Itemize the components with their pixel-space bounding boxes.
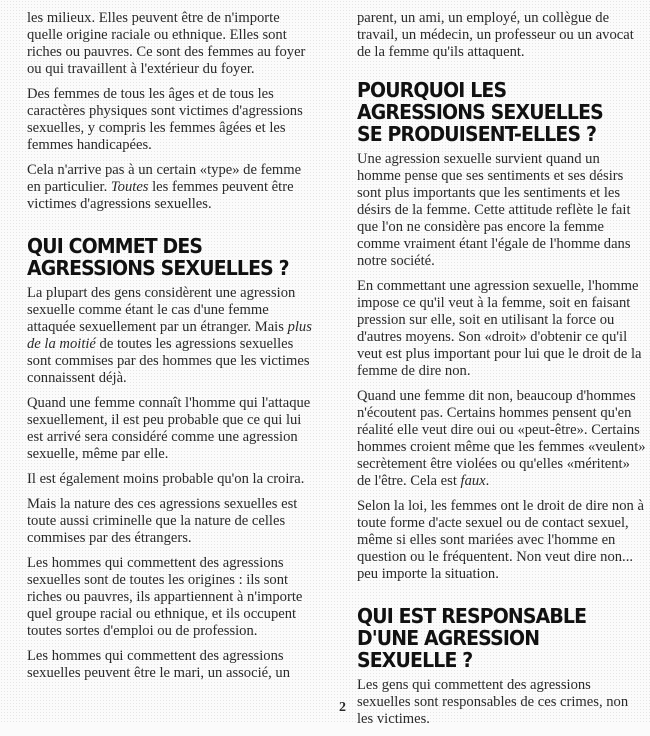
- left-column: [27, 10, 312, 690]
- section-heading-responsible: QUI EST RESPONSABLE D'UNE AGRESSION SEXUELLE ?: [357, 604, 587, 672]
- emphasis: plus de la moitié: [27, 319, 312, 352]
- text-run: La plupart des gens considèrent une agression sexuelle comme étant le cas d'une femme attaquée sexuellement par un étranger. Mais: [27, 285, 296, 335]
- emphasis: Toutes: [110, 179, 149, 195]
- paragraph: Selon la loi, les femmes ont le droit de dire non à toute forme d'acte sexuel ou de contact sexuel, même si elles sont mariées avec l'homme en question ou le fréquentent. Non veut dire non... peu importe la situation.: [357, 498, 644, 582]
- section-heading-who-commits: QUI COMMET DES AGRESSIONS SEXUELLES ?: [27, 234, 289, 280]
- paragraph: Les gens qui commettent des agressions sexuelles sont responsables de ces crimes, non les victimes.: [357, 677, 629, 727]
- paragraph: Quand une femme connaît l'homme qui l'attaque sexuellement, il est peu probable que ce qui lui est arrivé sera considéré comme une agression sexuelle, même par elle.: [27, 395, 311, 462]
- paragraph: Les hommes qui commettent des agressions sexuelles sont de toutes les origines : ils sont riches ou pauvres, ils appartiennent à n'importe quel groupe racial ou ethnique, et ils occupent toutes sortes d'emploi ou de profession.: [27, 555, 303, 639]
- right-column: [357, 10, 647, 736]
- paragraph: Il est également moins probable qu'on la croira.: [27, 471, 305, 487]
- text-run: Quand une femme dit non, beaucoup d'hommes n'écoutent pas. Certains hommes pensent qu'en réalité elle veut dire oui ou «peut-être». Certains hommes croient même que les femmes «veulent» secrètement être violées ou qu'elles «méritent» de l'être. Cela est: [357, 388, 646, 489]
- section-heading-why: POURQUOI LES AGRESSIONS SEXUELLES SE PRODUISENT-ELLES ?: [357, 78, 603, 146]
- paragraph: Une agression sexuelle survient quand un homme pense que ses sentiments et ses désirs sont plus importants que les sentiments et les désirs de la femme. Cette attitude reflète le fait que l'on ne considère pas encore la femme comme vraiment étant l'égale de l'homme dans notre société.: [357, 151, 631, 269]
- paragraph: les milieux. Elles peuvent être de n'importe quelle origine raciale ou ethnique. Elles sont riches ou pauvres. Ce sont des femmes au foyer ou qui travaillent à l'extérieur du foyer.: [27, 10, 306, 77]
- paragraph: parent, un ami, un employé, un collègue de travail, un médecin, un professeur ou un avocat de la femme qu'ils attaquent.: [357, 10, 634, 60]
- paragraph: [357, 388, 647, 490]
- text-run: Cela n'arrive pas à un certain «type» de femme en particulier.: [27, 162, 302, 195]
- paragraph: [27, 285, 312, 387]
- paragraph: Des femmes de tous les âges et de tous les caractères physiques sont victimes d'agressions sexuelles, y compris les femmes âgées et les femmes handicapées.: [27, 86, 303, 153]
- paragraph: [27, 162, 312, 213]
- paragraph: En commettant une agression sexuelle, l'homme impose ce qu'il veut à la femme, soit en faisant pression sur elle, soit en utilisant la force ou d'autres moyens. Son «droit» d'obtenir ce qu'il veut est plus important pour lui que le droit de la femme de dire non.: [357, 278, 642, 379]
- paragraph: Mais la nature des ces agressions sexuelles est toute aussi criminelle que la nature de celles commises par des étrangers.: [27, 496, 298, 546]
- page-number: 2: [339, 700, 346, 715]
- paragraph: Les hommes qui commettent des agressions sexuelles peuvent être le mari, un associé, un: [27, 648, 291, 681]
- text-run: .: [485, 473, 490, 489]
- text-run: les femmes peuvent être victimes d'agressions sexuelles.: [27, 179, 294, 212]
- emphasis: faux: [460, 473, 486, 489]
- text-run: de toutes les agressions sexuelles sont commises par des hommes que les victimes connaissent déjà.: [27, 336, 310, 386]
